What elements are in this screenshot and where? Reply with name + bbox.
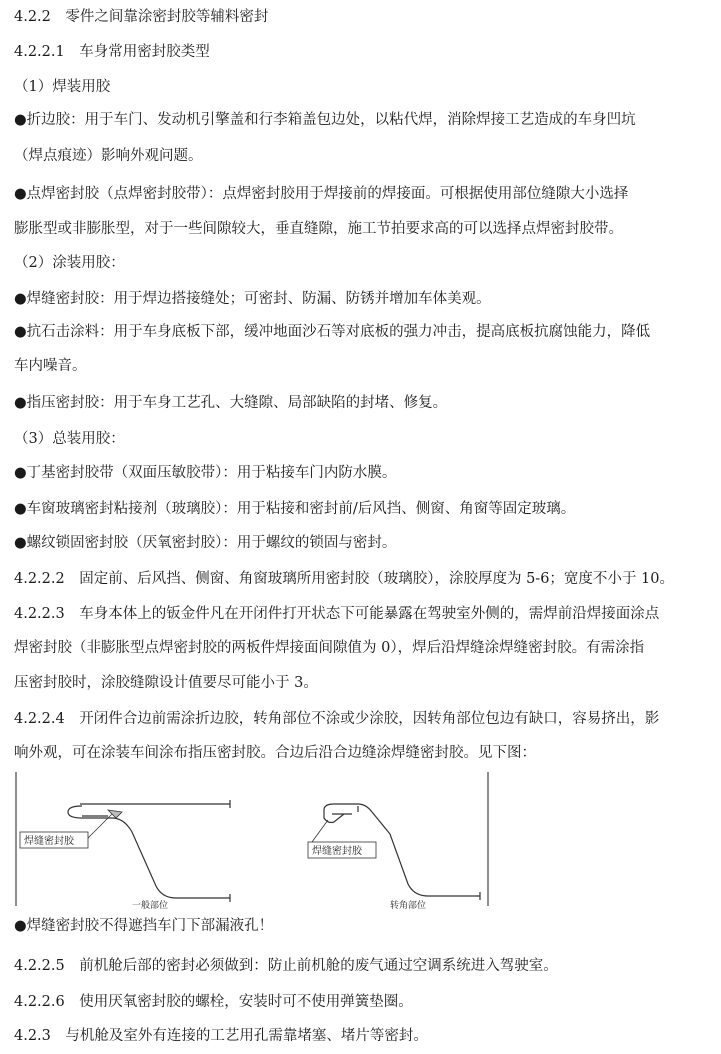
- hem-seal-figure: [12, 768, 492, 910]
- continuation-line: 焊密封胶（非膨胀型点焊密封胶的两板件焊接面间隙值为 0），焊后沿焊缝涂焊缝密封胶。有需涂指: [14, 640, 645, 656]
- numbered-paragraph: 4.2.2.6 使用厌氧密封胶的螺栓，安装时可不使用弹簧垫圈。: [14, 994, 413, 1010]
- category-heading: （3）总装用胶：: [14, 431, 125, 447]
- normal-location-diagram: [68, 800, 230, 902]
- continuation-line: 车内噪音。: [14, 358, 87, 374]
- caption-normal: 一般部位: [132, 901, 169, 910]
- bullet-item: ●指压密封胶：用于车身工艺孔、大缝隙、局部缺陷的封堵、修复。: [14, 395, 448, 411]
- numbered-paragraph: 4.2.2.5 前机舱后部的密封必须做到：防止前机舱的废气通过空调系统进入驾驶室。: [14, 958, 558, 974]
- bullet-item: ●焊缝密封胶：用于焊边搭接缝处；可密封、防漏、防锈并增加车体美观。: [14, 291, 491, 307]
- numbered-paragraph: 4.2.2.2 固定前、后风挡、侧窗、角窗玻璃所用密封胶（玻璃胶），涂胶厚度为 5-6；宽度不小于 10。: [14, 571, 674, 587]
- bullet-item: ●丁基密封胶带（双面压敏胶带）：用于粘接车门内防水膜。: [14, 465, 397, 481]
- category-heading: （1）焊装用胶: [14, 79, 111, 95]
- bullet-item: ●螺纹锁固密封胶（厌氧密封胶）：用于螺纹的锁固与密封。: [14, 535, 397, 551]
- bullet-item: ●车窗玻璃密封粘接剂（玻璃胶）：用于粘接和密封前/后风挡、侧窗、角窗等固定玻璃。: [14, 501, 576, 517]
- continuation-line: 膨胀型或非膨胀型，对于一些间隙较大，垂直缝隙，施工节拍要求高的可以选择点焊密封胶带。: [14, 221, 623, 237]
- numbered-paragraph: 4.2.2.3 车身本体上的钣金件凡在开闭件打开状态下可能暴露在驾驶室外侧的，需焊前沿焊接面涂点: [14, 606, 660, 622]
- continuation-line: 压密封胶时，涂胶缝隙设计值要尽可能小于 3。: [14, 675, 318, 691]
- seal-label-right: 焊缝密封胶: [312, 846, 362, 857]
- continuation-line: 响外观，可在涂装车间涂布指压密封胶。合边后沿合边缝涂焊缝密封胶。见下图：: [14, 745, 536, 761]
- warning-bullet: ●焊缝密封胶不得遮挡车门下部漏液孔！: [14, 918, 274, 934]
- bullet-item: ●折边胶：用于车门、发动机引擎盖和行李箱盖包边处，以粘代焊，消除焊接工艺造成的车身凹坑: [14, 112, 636, 128]
- subsection-heading: 4.2.2.1 车身常用密封胶类型: [14, 44, 210, 60]
- bullet-item: ●点焊密封胶（点焊密封胶带）：点焊密封胶用于焊接前的焊接面。可根据使用部位缝隙大小选择: [14, 186, 629, 202]
- category-heading: （2）涂装用胶：: [14, 255, 125, 271]
- caption-corner: 转角部位: [390, 901, 427, 910]
- continuation-line: （焊点痕迹）影响外观问题。: [14, 148, 203, 164]
- numbered-paragraph: 4.2.2.4 开闭件合边前需涂折边胶，转角部位不涂或少涂胶，因转角部位包边有缺口，容易挤出，影: [14, 711, 660, 727]
- bullet-item: ●抗石击涂料：用于车身底板下部，缓冲地面沙石等对底板的强力冲击，提高底板抗腐蚀能力，降低: [14, 324, 651, 340]
- seal-label-left: 焊缝密封胶: [24, 836, 74, 847]
- section-heading: 4.2.2 零件之间靠涂密封胶等辅料密封: [14, 9, 269, 25]
- numbered-paragraph: 4.2.3 与机舱及室外有连接的工艺用孔需靠堵塞、堵片等密封。: [14, 1028, 428, 1044]
